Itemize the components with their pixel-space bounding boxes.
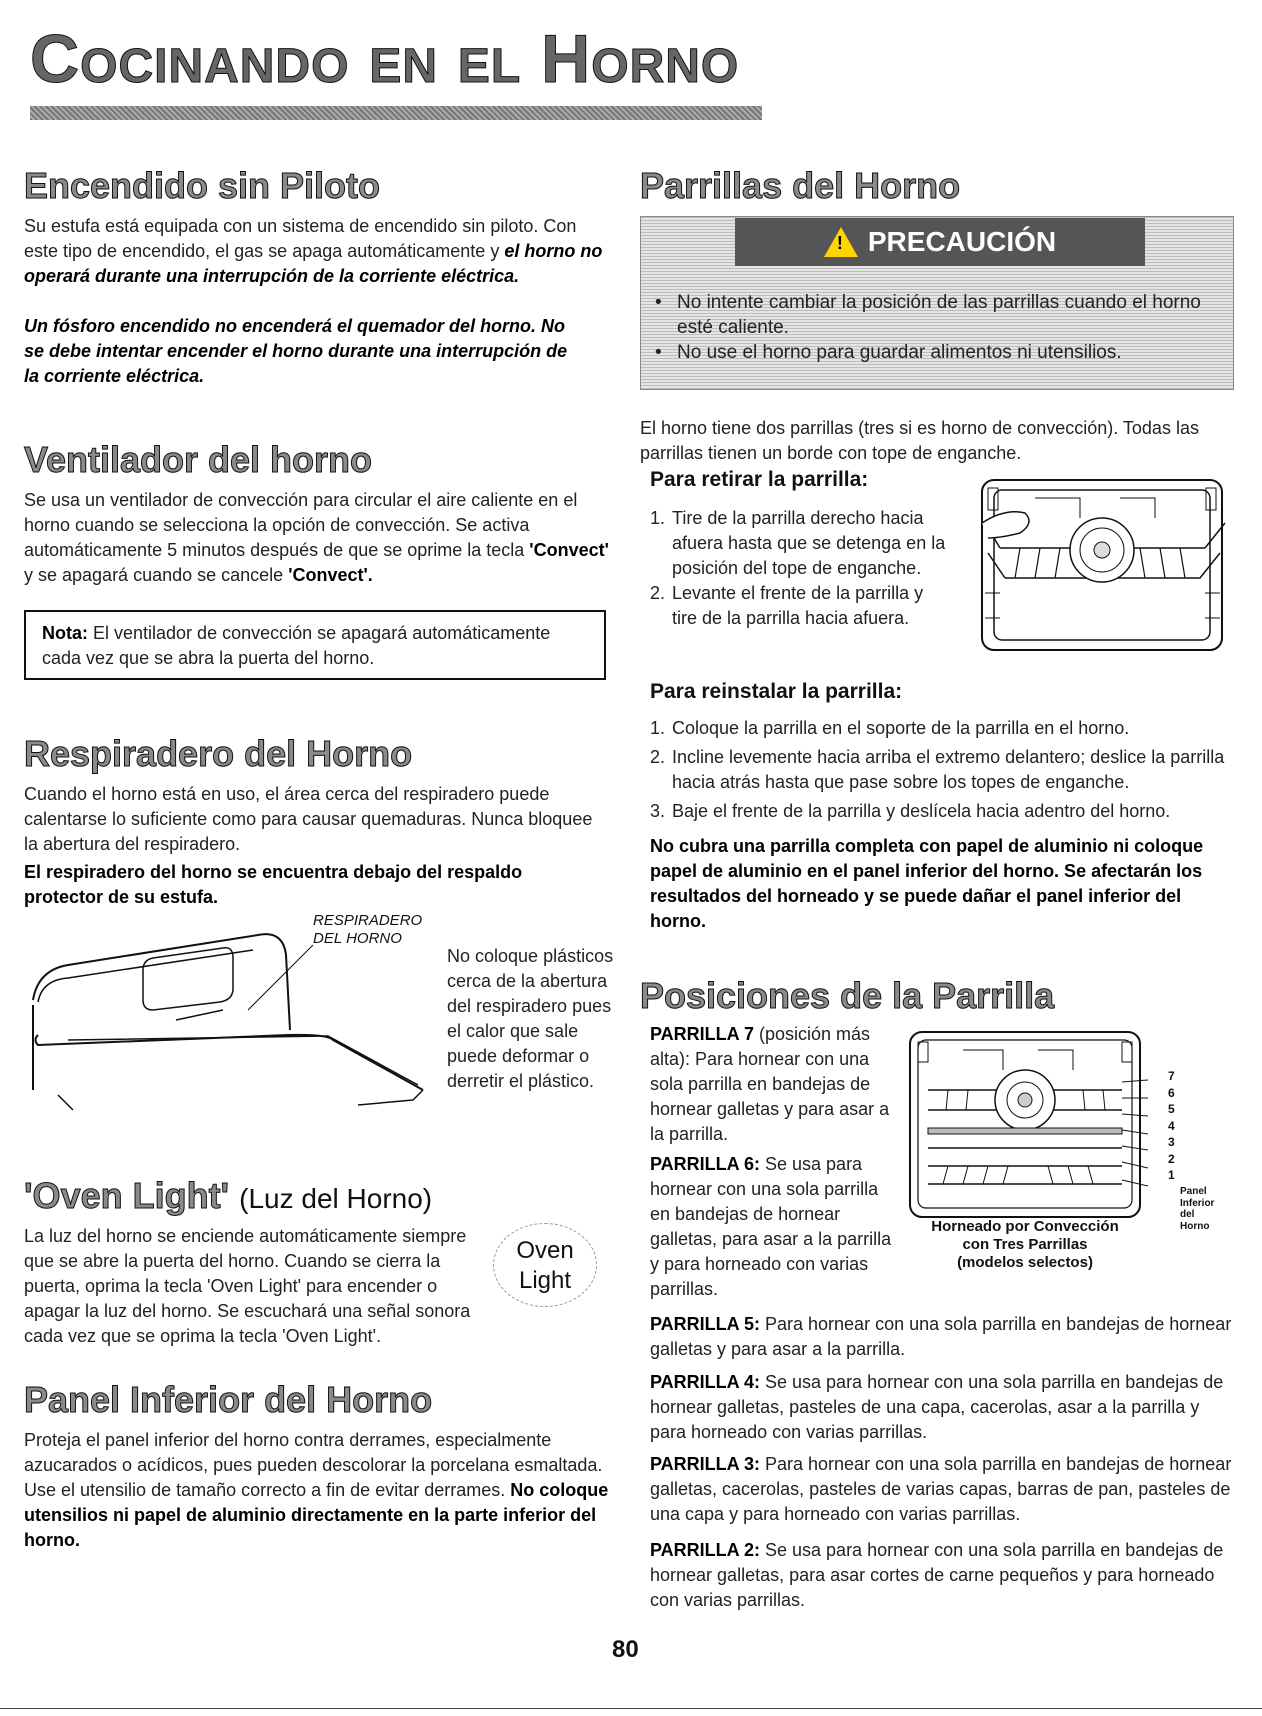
- panel-bold: No coloque utensilios ni papel de aluminio directamente en la parte inferior del horno.: [24, 1480, 609, 1550]
- ovenlight-para: [24, 1224, 484, 1349]
- rack-diagram-caption: [900, 1218, 1150, 1272]
- respiradero-bold: El respiradero del horno se encuentra debajo del respaldo protector de su estufa.: [24, 862, 523, 907]
- rack-number: 5: [1168, 1102, 1175, 1116]
- posiciones-heading: Posiciones de la Parrilla: [640, 975, 1055, 1016]
- ovenlight-heading-main: 'Oven Light': [24, 1175, 230, 1216]
- rack-number: 1: [1168, 1168, 1175, 1182]
- caution-list: [655, 290, 1225, 365]
- note-body: El ventilador de convección se apagará automáticamente cada vez que se abra la puerta del horno.: [42, 623, 551, 668]
- warning-icon: !: [824, 227, 858, 257]
- parrillas-intro: El horno tiene dos parrillas (tres si es horno de convección). Todas las parrillas tienen un borde con tope de enganche.: [640, 418, 1199, 463]
- p2-text: [650, 1538, 1234, 1613]
- rack-numbers: [1168, 1068, 1175, 1184]
- bottom-rule: [0, 1708, 1262, 1709]
- vent-label-line2: DEL HORNO: [313, 930, 402, 947]
- p7-body: (posición más alta): Para hornear con una sola parrilla en bandejas de hornear galletas y para asar a la parrilla.: [650, 1024, 890, 1144]
- caption-line: (modelos selectos): [957, 1254, 1093, 1271]
- ventilador-text-b: y se apagará cuando se cancele: [24, 565, 289, 585]
- encendido-para1: [24, 214, 604, 289]
- p4-label: PARRILLA 4:: [650, 1372, 760, 1392]
- encendido-text: Su estufa está equipada con un sistema de encendido sin piloto. Con este tipo de encendido, el gas se apaga automáticamente y: [24, 216, 577, 261]
- caution-header: [735, 218, 1145, 266]
- ventilador-text-a: Se usa un ventilador de convección para circular el aire caliente en el horno cuando se selecciona la opción de convección. Se activa automáticamente 5 minutos después de que se oprime la tecla: [24, 490, 578, 560]
- rack-number: 3: [1168, 1135, 1175, 1149]
- page-title: Cocinando en el Horno: [30, 21, 740, 97]
- note-box: [24, 610, 606, 680]
- caution-item: • No intente cambiar la posición de las parrillas cuando el horno esté caliente.: [655, 290, 1225, 340]
- rack-number: 4: [1168, 1118, 1175, 1133]
- p4-body: Se usa para hornear con una sola parrilla en bandejas de hornear galletas, pasteles de una capa, cacerolas, asar a la parrilla y para horneado con varias parrillas.: [650, 1372, 1224, 1442]
- panel-label-line: Panel: [1180, 1186, 1207, 1197]
- p5-label: PARRILLA 5:: [650, 1314, 760, 1334]
- panel-label-line: Inferior: [1180, 1197, 1215, 1209]
- panel-para: [24, 1428, 609, 1553]
- reinstalar-step: 2. Incline levemente hacia arriba el extremo delantero; deslice la parrilla hacia atrás hasta que pase sobre los topes de enganche.: [650, 745, 1234, 795]
- reinstalar-step: 1. Coloque la parrilla en el soporte de la parrilla en el horno.: [650, 716, 1234, 741]
- encendido-heading: Encendido sin Piloto: [24, 165, 381, 206]
- reinstalar-step-text: Incline levemente hacia arriba el extremo delantero; deslice la parrilla hacia atrás hasta que pase sobre los topes de enganche.: [672, 747, 1225, 792]
- respiradero-para: Cuando el horno está en uso, el área cerca del respiradero puede calentarse lo suficiente como para causar quemaduras. Nunca bloquee la abertura del respiradero.: [24, 784, 593, 854]
- ventilador-para: [24, 488, 609, 588]
- ovenlight-text: La luz del horno se enciende automáticamente siempre que se abre la puerta del horno. Cuando se cierra la puerta, oprima la tecla 'Oven Light' para encender o apagar la luz del horno. Se escuchará una señal sonora cada vez que se oprima la tecla 'Oven Light'.: [24, 1226, 471, 1346]
- aluminio-warning: No cubra una parrilla completa con papel de aluminio ni coloque papel de aluminio en el panel inferior del horno. Se afectarán los resultados del horneado y se puede dañar el panel inferior del horno.: [650, 836, 1204, 931]
- p7-label: PARRILLA 7: [650, 1024, 755, 1044]
- p7-text: [650, 1022, 900, 1147]
- vent-side-text: No coloque plásticos cerca de la abertura del respiradero pues el calor que sale puede deformar o derretir el plástico.: [447, 946, 614, 1091]
- rack-number: 7: [1168, 1069, 1175, 1083]
- ovenlight-heading-sub: (Luz del Horno): [239, 1183, 433, 1214]
- reinstalar-step-text: Baje el frente de la parrilla y deslícela hacia adentro del horno.: [672, 801, 1171, 821]
- page-number: 80: [612, 1636, 639, 1663]
- retirar-heading: Para retirar la parrilla:: [650, 468, 869, 491]
- note-text: [42, 621, 588, 671]
- caution-title: PRECAUCIÓN: [867, 226, 1057, 257]
- p6-text: [650, 1152, 900, 1302]
- retirar-step: 1. Tire de la parrilla derecho hacia afuera hasta que se detenga en la posición del tope de enganche.: [650, 506, 950, 581]
- panel-label-line: Horno: [1180, 1220, 1210, 1232]
- p3-label: PARRILLA 3:: [650, 1454, 760, 1474]
- panel-heading: Panel Inferior del Horno: [24, 1379, 433, 1420]
- oven-light-key-line2: Light: [518, 1267, 572, 1294]
- p3-body: Para hornear con una sola parrilla en bandejas de hornear galletas, cacerolas, pasteles de varias capas, barras de pan, pasteles de una capa y para horneado con varias parrillas.: [650, 1454, 1232, 1524]
- retirar-steps: [650, 506, 950, 631]
- p3-text: [650, 1452, 1234, 1527]
- panel-inferior-label: [1180, 1186, 1214, 1232]
- panel-text: Proteja el panel inferior del horno contra derrames, especialmente azucarados o acídicos, pues pueden descolorar la porcelana esmaltada. Use el utensilio de tamaño correcto a fin de evitar derrames.: [24, 1430, 603, 1500]
- vent-label: [313, 912, 422, 948]
- retirar-step: 2. Levante el frente de la parrilla y tire de la parrilla hacia afuera.: [650, 581, 950, 631]
- ovenlight-heading: [24, 1176, 432, 1216]
- caution-item-text: No intente cambiar la posición de las parrillas cuando el horno esté caliente.: [677, 292, 1201, 338]
- rack-positions-diagram: [908, 1030, 1158, 1220]
- p6-label: PARRILLA 6:: [650, 1154, 760, 1174]
- caution-item-text: No use el horno para guardar alimentos ni utensilios.: [677, 342, 1122, 363]
- parrillas-heading: Parrillas del Horno: [640, 165, 961, 206]
- caption-line: con Tres Parrillas: [962, 1236, 1088, 1253]
- rack-number: 6: [1168, 1085, 1175, 1100]
- rack-number: 2: [1168, 1151, 1175, 1166]
- retirar-step-text: Levante el frente de la parrilla y tire de la parrilla hacia afuera.: [672, 583, 924, 628]
- oven-light-key-line1: Oven: [516, 1237, 574, 1264]
- ventilador-heading: Ventilador del horno: [24, 439, 373, 480]
- p2-body: Se usa para hornear con una sola parrilla en bandejas de hornear galletas, para asar cortes de carne pequeños y para horneado con varias parrillas.: [650, 1540, 1224, 1610]
- retirar-step-text: Tire de la parrilla derecho hacia afuera hasta que se detenga en la posición del tope de enganche.: [672, 508, 946, 578]
- reinstalar-step: 3. Baje el frente de la parrilla y deslícela hacia adentro del horno.: [650, 799, 1234, 824]
- convect-key-2: 'Convect'.: [288, 565, 373, 585]
- panel-label-line: del: [1180, 1209, 1195, 1220]
- caption-line: Horneado por Convección: [931, 1218, 1119, 1235]
- title-underline: [30, 106, 762, 120]
- p5-body: Para hornear con una sola parrilla en bandejas de hornear galletas y para asar a la parrilla.: [650, 1314, 1232, 1359]
- reinstalar-steps: [650, 716, 1234, 824]
- respiradero-heading: Respiradero del Horno: [24, 733, 413, 774]
- p5-text: [650, 1312, 1234, 1362]
- encendido-para2: Un fósforo encendido no encenderá el quemador del horno. No se debe intentar encender el horno durante una interrupción de la corriente eléctrica.: [24, 316, 568, 386]
- rack-removal-diagram: [980, 478, 1230, 653]
- p2-label: PARRILLA 2:: [650, 1540, 760, 1560]
- p6-body: Se usa para hornear con una sola parrilla en bandejas de hornear galletas, para asar a la parrilla y para horneado con varias parrillas.: [650, 1154, 892, 1299]
- oven-light-key: [493, 1223, 597, 1307]
- encendido-italic: el horno no operará durante una interrupción de la corriente eléctrica.: [24, 241, 603, 286]
- p4-text: [650, 1370, 1234, 1445]
- caution-item: • No use el horno para guardar alimentos ni utensilios.: [655, 342, 1122, 363]
- vent-label-line1: RESPIRADERO: [313, 912, 423, 929]
- convect-key-1: 'Convect': [529, 540, 609, 560]
- reinstalar-step-text: Coloque la parrilla en el soporte de la parrilla en el horno.: [672, 718, 1130, 738]
- note-label: Nota:: [42, 623, 88, 643]
- reinstalar-heading: Para reinstalar la parrilla:: [650, 680, 903, 703]
